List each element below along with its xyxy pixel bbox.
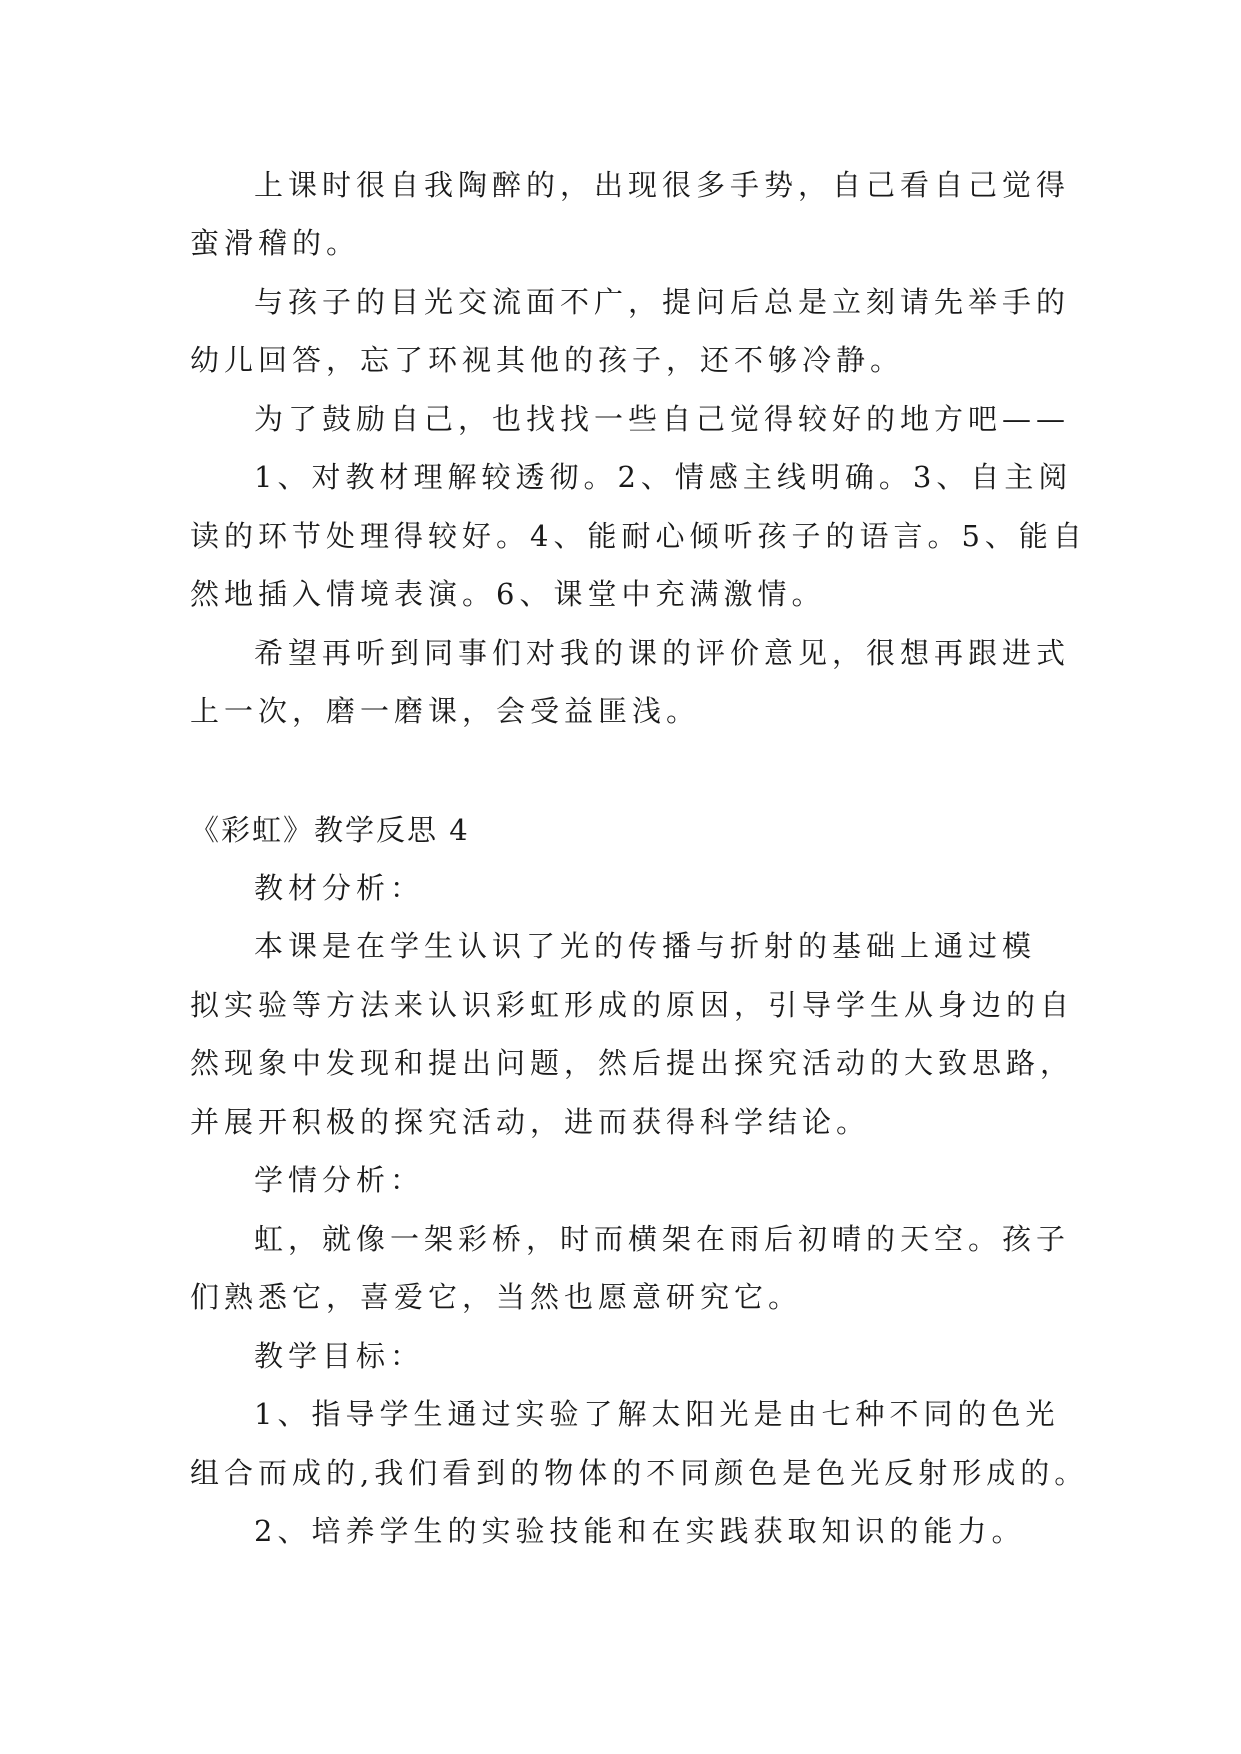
paragraph-line: 拟实验等方法来认识彩虹形成的原因，引导学生从身边的自 — [190, 988, 1075, 1022]
paragraph-line: 幼儿回答，忘了环视其他的孩子，还不够冷静。 — [190, 343, 905, 377]
paragraph-line: 们熟悉它，喜爱它，当然也愿意研究它。 — [190, 1280, 803, 1314]
paragraph-line: 并展开积极的探究活动，进而获得科学结论。 — [190, 1105, 871, 1139]
paragraph-line: 2、培养学生的实验技能和在实践获取知识的能力。 — [254, 1514, 1026, 1548]
section-title: 《彩虹》教学反思 4 — [190, 813, 470, 847]
paragraph-line: 读的环节处理得较好。4、能耐心倾听孩子的语言。5、能自 — [190, 519, 1087, 553]
paragraph-line: 本课是在学生认识了光的传播与折射的基础上通过模 — [254, 929, 1037, 963]
paragraph-line: 为了鼓励自己，也找找一些自己觉得较好的地方吧—— — [254, 402, 1071, 436]
paragraph-line: 虹，就像一架彩桥，时而横架在雨后初晴的天空。孩子 — [254, 1222, 1071, 1256]
paragraph-line: 然现象中发现和提出问题，然后提出探究活动的大致思路， — [190, 1046, 1075, 1080]
paragraph-line: 与孩子的目光交流面不广，提问后总是立刻请先举手的 — [254, 285, 1071, 319]
paragraph-line: 组合而成的,我们看到的物体的不同颜色是色光反射形成的。 — [190, 1456, 1089, 1490]
paragraph-line: 上一次，磨一磨课，会受益匪浅。 — [190, 694, 701, 728]
paragraph-line: 上课时很自我陶醉的，出现很多手势，自己看自己觉得 — [254, 168, 1071, 202]
paragraph-line: 1、指导学生通过实验了解太阳光是由七种不同的色光 — [254, 1397, 1060, 1431]
paragraph-line: 蛮滑稽的。 — [190, 226, 361, 260]
section-subheading: 教学目标： — [254, 1339, 425, 1373]
section-subheading: 学情分析： — [254, 1163, 425, 1197]
paragraph-line: 希望再听到同事们对我的课的评价意见，很想再跟进式 — [254, 636, 1071, 670]
section-subheading: 教材分析： — [254, 871, 425, 905]
paragraph-line: 1、对教材理解较透彻。2、情感主线明确。3、自主阅 — [254, 460, 1073, 494]
paragraph-line: 然地插入情境表演。6、课堂中充满激情。 — [190, 577, 826, 611]
